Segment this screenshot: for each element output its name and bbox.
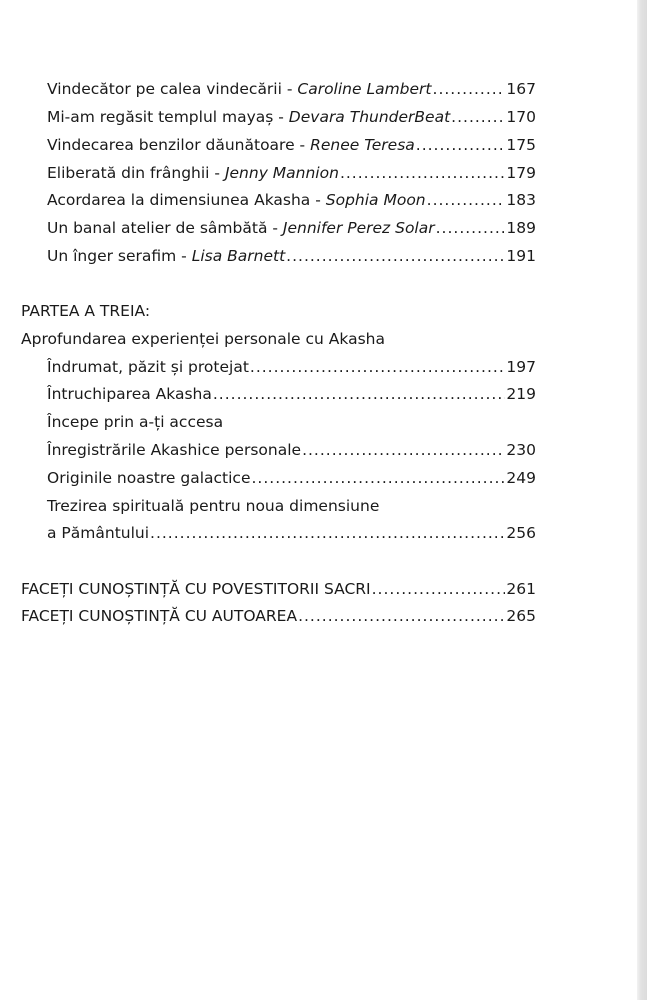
leader-dots [372, 579, 506, 599]
toc-entry[interactable] [47, 384, 536, 404]
leader-dots [302, 440, 505, 460]
page-number: 219 [506, 385, 536, 403]
entry-title: a Pământului [47, 524, 150, 542]
page-number: 170 [506, 108, 536, 126]
entry-title: Vindecarea benzilor dăunătoare - [47, 136, 311, 154]
entry-author: Sophia Moon [325, 191, 426, 209]
page-number: 261 [506, 580, 536, 598]
page-number: 189 [506, 219, 536, 237]
leader-dots [251, 468, 505, 488]
entry-author: Caroline Lambert [297, 80, 432, 98]
entry-author: Renee Teresa [310, 136, 415, 154]
leader-dots [298, 606, 505, 626]
entry-title-line1[interactable]: Trezirea spirituală pentru noua dimensiune [47, 497, 380, 515]
page-number: 191 [506, 247, 536, 265]
page-number: 230 [506, 441, 536, 459]
page-number: 167 [506, 80, 536, 98]
entry-title: Mi-am regăsit templul mayaș - [47, 108, 289, 126]
entry-title: Întruchiparea Akasha [47, 385, 212, 403]
entry-title: Acordarea la dimensiunea Akasha - [47, 191, 326, 209]
page-number: 175 [506, 136, 536, 154]
leader-dots [436, 218, 506, 238]
part-label: PARTEA A TREIA: [21, 302, 151, 320]
toc-entry[interactable] [47, 218, 536, 238]
entry-author: Jenny Mannion [224, 164, 339, 182]
page-edge [637, 0, 647, 1000]
toc-entry[interactable] [47, 107, 536, 127]
toc-entry[interactable] [47, 163, 536, 183]
leader-dots [451, 107, 505, 127]
part-title: Aprofundarea experienței personale cu Akasha [21, 330, 385, 348]
leader-dots [416, 135, 506, 155]
page-number: 197 [506, 358, 536, 376]
leader-dots [286, 246, 505, 266]
entry-title: Îndrumat, păzit și protejat [47, 358, 249, 376]
entry-title: Eliberată din frânghii - [47, 164, 225, 182]
leader-dots [340, 163, 505, 183]
toc-entry[interactable] [47, 190, 536, 210]
toc-entry[interactable] [21, 579, 536, 599]
entry-title: FACEȚI CUNOȘTINȚĂ CU AUTOAREA [21, 607, 298, 625]
leader-dots [150, 523, 505, 543]
entry-author: Lisa Barnett [191, 247, 286, 265]
page-number: 183 [506, 191, 536, 209]
toc-entry[interactable] [47, 79, 536, 99]
leader-dots [433, 79, 506, 99]
page-number: 179 [506, 164, 536, 182]
entry-title: FACEȚI CUNOȘTINȚĂ CU POVESTITORII SACRI [21, 580, 371, 598]
entry-title: Un înger serafim - [47, 247, 192, 265]
entry-author: Jennifer Perez Solar [282, 219, 435, 237]
toc-entry[interactable] [21, 606, 536, 626]
entry-title: Înregistrările Akashice personale [47, 441, 302, 459]
toc-entry[interactable] [47, 523, 536, 543]
leader-dots [427, 190, 506, 210]
toc-entry[interactable] [47, 440, 536, 460]
entry-title-line1[interactable]: Începe prin a-ți accesa [47, 413, 224, 431]
page-number: 256 [506, 524, 536, 542]
leader-dots [250, 357, 506, 377]
toc-entry[interactable] [47, 246, 536, 266]
page-number: 265 [506, 607, 536, 625]
toc-entry[interactable] [47, 468, 536, 488]
entry-title: Un banal atelier de sâmbătă - [47, 219, 283, 237]
toc-entry[interactable] [47, 357, 536, 377]
entry-author: Devara ThunderBeat [288, 108, 451, 126]
leader-dots [213, 384, 506, 404]
entry-title: Originile noastre galactice [47, 469, 251, 487]
toc-entry[interactable] [47, 135, 536, 155]
page-number: 249 [506, 469, 536, 487]
entry-title: Vindecător pe calea vindecării - [47, 80, 298, 98]
